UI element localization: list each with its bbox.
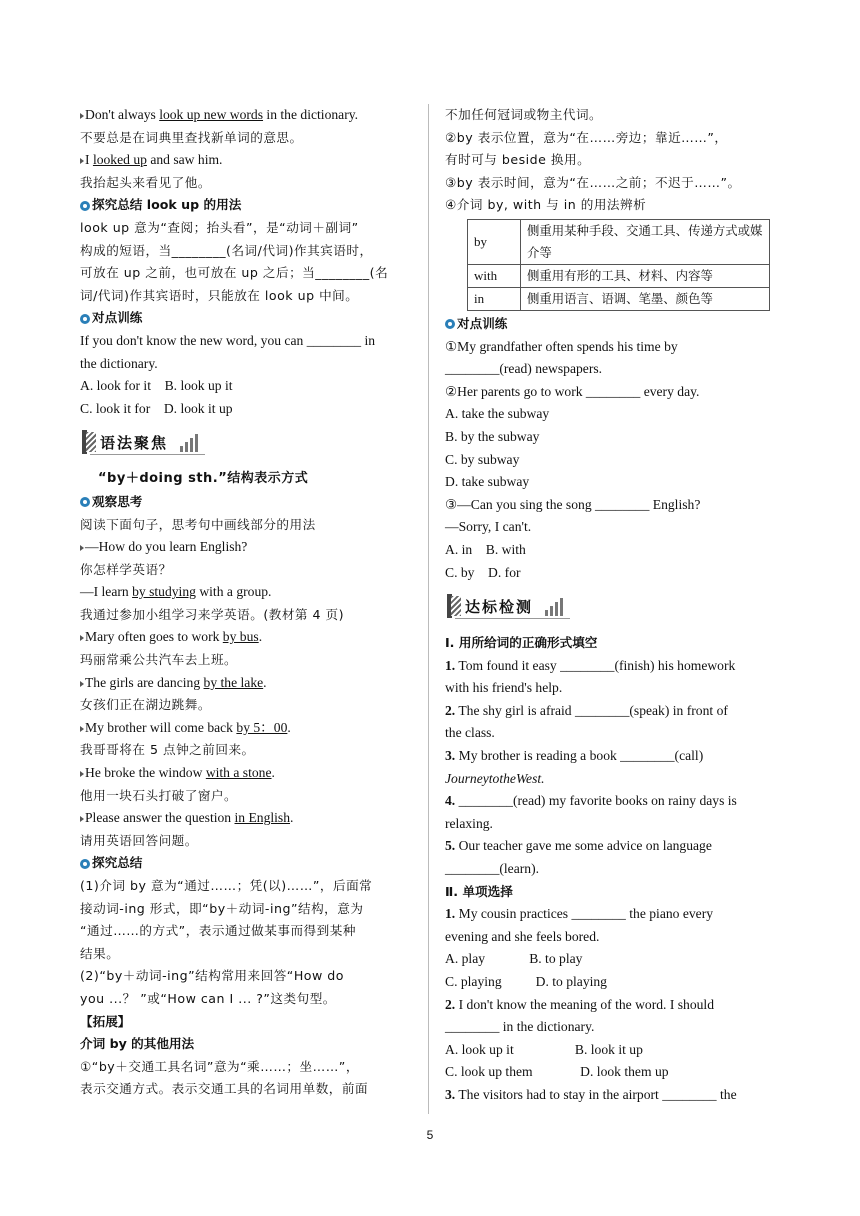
summary-line: you ...？ ”或“How can I ... ?”这类句型。 (80, 990, 336, 1006)
summary-line: 结果。 (80, 945, 120, 961)
practice-line: ②Her parents go to work ________ every day. (445, 383, 700, 399)
summary-line: “通过……的方式”，表示通过做某事而得到某种 (80, 923, 356, 939)
section-banner: 达标检测 (445, 588, 790, 628)
practice-line: D. take subway (445, 474, 530, 490)
summary-line: (1)介词 by 意为“通过……；凭(以)……”，后面常 (80, 878, 373, 893)
bullet-icon (445, 319, 455, 329)
arrow-icon (80, 113, 84, 119)
expand-line: 表示交通方式。表示交通工具的名词用单数，前面 (80, 1081, 369, 1097)
practice-line: C. by subway (445, 451, 520, 467)
example-text: He broke the window (85, 765, 206, 781)
summary-line: 可放在 up 之前，也可放在 up 之后；当________(名 (80, 265, 389, 281)
example-text: . (290, 810, 294, 826)
exercise-line (445, 745, 790, 768)
example-translation: 我通过参加小组学习来学英语。(教材第 4 页) (80, 606, 345, 622)
example-list (80, 536, 415, 852)
practice-question: the dictionary. (80, 355, 158, 371)
summary-line: (2)“by＋动词-ing”结构常用来回答“How do (80, 968, 344, 984)
exercise-line (445, 948, 790, 971)
example-translation: 不要总是在词典里查找新单词的意思。 (80, 129, 303, 145)
bullet-icon (80, 859, 90, 869)
usage-line: 不加任何冠词或物主代词。 (445, 107, 603, 122)
item-number: 2. (445, 702, 456, 718)
table-cell-word: by (468, 219, 521, 264)
arrow-icon (80, 635, 84, 641)
example-sentence (80, 581, 415, 604)
practice-line: C. by D. for (445, 564, 521, 580)
item-text: The shy girl is afraid ________(speak) in front of (455, 702, 728, 718)
example-underline: by the lake (203, 674, 264, 690)
item-number: 3. (445, 748, 456, 764)
example-translation: 我抬起头来看见了他。 (80, 174, 211, 190)
item-text: The visitors had to stay in the airport ________ the (455, 1086, 737, 1102)
part-heading: Ⅰ. 用所给词的正确形式填空 (445, 635, 598, 651)
practice-list (445, 336, 790, 585)
section-heading: 观察思考 (80, 491, 415, 514)
item-text: ________(learn). (445, 861, 539, 877)
arrow-icon (80, 158, 84, 164)
item-text: A. look up it B. look it up (445, 1041, 643, 1057)
item-number: 2. (445, 996, 456, 1012)
table-cell-usage: 侧重用有形的工具、材料、内容等 (521, 264, 770, 287)
item-text: I don't know the meaning of the word. I should (455, 996, 715, 1012)
example-sentence (80, 672, 415, 695)
arrow-icon (80, 771, 84, 777)
arrow-icon (80, 726, 84, 732)
right-column (445, 104, 790, 1107)
example-text: . (263, 674, 267, 690)
example-sentence (80, 762, 415, 785)
bullet-icon (80, 497, 90, 507)
bullet-icon (80, 314, 90, 324)
exercise-line (445, 994, 790, 1017)
usage-line: ②by 表示位置，意为“在……旁边；靠近……”， (445, 129, 728, 145)
summary-text (80, 217, 415, 307)
practice-line: A. take the subway (445, 406, 550, 422)
example-sentence (80, 536, 415, 559)
expand-line: ①“by＋交通工具名词”意为“乘……；坐……”， (80, 1058, 359, 1074)
item-number: 1. (445, 657, 456, 673)
exercise-line (445, 1039, 790, 1062)
item-text: A. play B. to play (445, 951, 583, 967)
item-text: My brother is reading a book ________(call) (455, 748, 704, 764)
section-heading: 对点训练 (445, 313, 790, 336)
practice-line: ________(read) newspapers. (445, 361, 603, 377)
column-divider (428, 104, 429, 1114)
practice-question: If you don't know the new word, you can ________ in (80, 332, 376, 348)
item-text: Our teacher gave me some advice on language (455, 838, 712, 854)
chart-icon (180, 434, 204, 452)
table-cell-word: with (468, 264, 521, 287)
usage-line: 有时可与 beside 换用。 (445, 152, 591, 168)
example-translation: 你怎样学英语？ (80, 561, 172, 577)
example-translation: 女孩们正在湖边跳舞。 (80, 697, 211, 713)
section-heading: 对点训练 (80, 307, 415, 330)
item-text: JourneytotheWest. (445, 770, 545, 786)
table-row (468, 219, 770, 264)
exercise-line (445, 790, 790, 813)
example-underline: by studying (132, 584, 196, 600)
item-text: C. look up them D. look them up (445, 1064, 669, 1080)
chart-icon (545, 598, 569, 616)
item-text: with his friend's help. (445, 680, 563, 696)
table-row (468, 287, 770, 310)
example-text: Please answer the question (85, 810, 235, 826)
example-text: . (258, 629, 263, 645)
item-number: 5. (445, 838, 456, 854)
exercise-line (445, 903, 790, 926)
usage-notes (445, 104, 790, 217)
exercise-line (445, 1061, 790, 1084)
exercise-line (445, 768, 790, 791)
item-number: 4. (445, 793, 456, 809)
exercise-line (445, 1084, 790, 1107)
grammar-title: “by＋doing sth.”结构表示方式 (98, 471, 309, 487)
arrow-icon (80, 816, 84, 822)
expand-title: 介词 by 的其他用法 (80, 1036, 195, 1052)
summary-line: 词/代词)作其宾语时，只能放在 look up 中间。 (80, 287, 359, 303)
practice-options: A. look for it B. look up it (80, 378, 233, 394)
example-text: My brother will come back (85, 719, 237, 735)
item-text: ________ in the dictionary. (445, 1019, 595, 1035)
table-cell-word: in (468, 287, 521, 310)
practice-line: —Sorry, I can't. (445, 519, 532, 535)
example-text: with a group. (195, 584, 272, 600)
arrow-icon (80, 681, 84, 687)
example-sentence (80, 807, 415, 830)
practice-line: ③—Can you sing the song ________ English? (445, 496, 701, 512)
example-text: . (287, 719, 291, 735)
item-text: My cousin practices ________ the piano every (455, 906, 714, 922)
exercise-line (445, 1016, 790, 1039)
example-translation: 请用英语回答问题。 (80, 832, 198, 848)
table-cell-usage: 侧重用语言、语调、笔墨、颜色等 (521, 287, 770, 310)
item-number: 3. (445, 1086, 456, 1102)
practice-line: B. by the subway (445, 428, 540, 444)
item-text: ________(read) my favorite books on rainy days is (455, 793, 737, 809)
table-row (468, 264, 770, 287)
usage-line: ③by 表示时间，意为“在……之前；不迟于……”。 (445, 174, 741, 190)
summary-text (80, 875, 415, 1011)
bullet-icon (80, 201, 90, 211)
example-underline: in English (234, 810, 291, 826)
exercise-line (445, 926, 790, 949)
item-number: 1. (445, 906, 456, 922)
example-translation: 玛丽常乘公共汽车去上班。 (80, 652, 238, 668)
summary-line: 构成的短语，当________(名词/代词)作其宾语时， (80, 242, 373, 258)
table-cell-usage: 侧重用某种手段、交通工具、传递方式或媒介等 (521, 219, 770, 264)
exercise-line (445, 700, 790, 723)
comparison-table (467, 219, 770, 311)
item-text: C. playing D. to playing (445, 974, 607, 989)
usage-line: ④介词 by, with 与 in 的用法辨析 (445, 197, 647, 213)
summary-line: look up 意为“查阅；抬头看”，是“动词＋副词” (80, 219, 359, 235)
exercise-line (445, 835, 790, 858)
practice-line: A. in B. with (445, 541, 526, 557)
example-sentence (80, 717, 415, 740)
left-column (80, 104, 415, 1101)
example-underline: by 5：00 (236, 719, 288, 735)
expand-text (80, 1056, 415, 1101)
example-sentence (80, 626, 415, 649)
summary-line: 接动词-ing 形式，即“by＋动词-ing”结构，意为 (80, 900, 364, 916)
exercise-line (445, 858, 790, 881)
exercise-list (445, 903, 790, 1106)
example-translation: 我哥哥将在 5 点钟之前回来。 (80, 742, 255, 758)
exercise-line (445, 813, 790, 836)
item-text: the class. (445, 725, 495, 741)
exercise-line (445, 722, 790, 745)
exercise-line (445, 677, 790, 700)
section-heading: 探究总结 look up 的用法 (80, 194, 415, 217)
example-translation: 他用一块石头打破了窗户。 (80, 787, 238, 803)
expand-heading: 【拓展】 (80, 1013, 131, 1029)
example-sentence: Don't always look up new words in the dictionary. (80, 104, 415, 127)
example-text: —I learn (80, 584, 133, 600)
example-text: —How do you learn English? (85, 539, 248, 555)
item-text: Tom found it easy ________(finish) his homework (455, 657, 736, 673)
exercise-line (445, 655, 790, 678)
example-text: The girls are dancing (85, 674, 204, 690)
practice-line: ①My grandfather often spends his time by (445, 338, 678, 354)
example-text: . (271, 765, 275, 781)
section-banner: 语法聚焦 (80, 424, 415, 464)
example-underline: with a stone (205, 765, 272, 781)
part-heading: Ⅱ. 单项选择 (445, 883, 513, 899)
exercise-list (445, 655, 790, 881)
practice-options: C. look it for D. look it up (80, 400, 233, 416)
section-heading: 探究总结 (80, 852, 415, 875)
example-underline: by bus (222, 629, 259, 645)
item-text: evening and she feels bored. (445, 928, 600, 944)
example-sentence: I looked up and saw him. (80, 149, 415, 172)
page-number: 5 (426, 1128, 434, 1142)
item-text: relaxing. (445, 815, 493, 831)
exercise-line (445, 971, 790, 994)
example-text: Mary often goes to work (85, 629, 223, 645)
observe-intro: 阅读下面句子，思考句中画线部分的用法 (80, 516, 316, 532)
arrow-icon (80, 545, 84, 551)
